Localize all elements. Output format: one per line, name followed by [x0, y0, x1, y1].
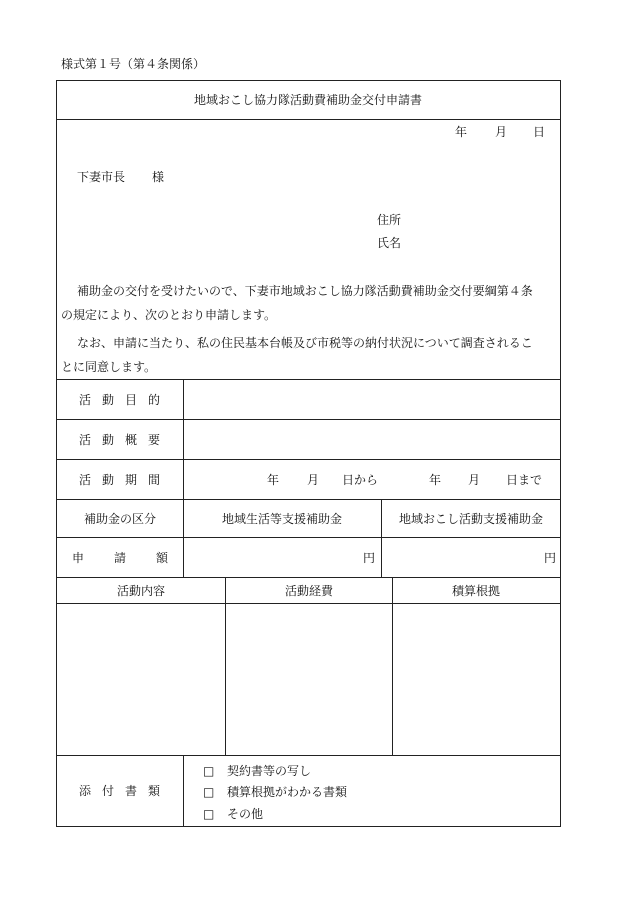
body-line-1: 補助金の交付を受けたいので、下妻市地域おこし協力隊活動費補助金交付要綱第４条	[77, 284, 533, 298]
attachment-checkbox-1: □	[203, 764, 215, 778]
label-column-divider	[183, 379, 184, 577]
address-label: 住所	[377, 213, 402, 227]
period-from-day: 日から	[342, 473, 379, 487]
body-line-3: なお、申請に当たり、私の住民基本台帳及び市税等の納付状況について調査されるこ	[77, 336, 533, 350]
column-basis-header: 積算根拠	[451, 584, 501, 598]
date-year-label: 年	[455, 125, 468, 139]
category-label: 補助金の区分	[83, 512, 157, 526]
form-title: 地域おこし協力隊活動費補助金交付申請書	[193, 93, 423, 107]
name-label: 氏名	[377, 236, 402, 250]
attachment-checkbox-2: □	[203, 785, 215, 799]
form-id: 様式第１号（第４条関係）	[61, 57, 206, 71]
column-expense-header: 活動経費	[284, 584, 334, 598]
attachment-item-3: その他	[227, 807, 264, 821]
amount-a-currency: 円	[363, 551, 376, 565]
row-divider-6	[57, 603, 560, 604]
row-divider-2	[57, 459, 560, 460]
category-option-a: 地域生活等支援補助金	[221, 512, 343, 526]
summary-label: 活動概要	[78, 433, 172, 447]
body-line-4: とに同意します。	[61, 360, 157, 374]
attachments-label: 添付書類	[78, 784, 172, 798]
application-form	[56, 80, 561, 827]
period-to-year: 年	[429, 473, 442, 487]
addressee-honorific: 様	[152, 170, 165, 184]
column-content-header: 活動内容	[116, 584, 166, 598]
addressee-name: 下妻市長	[77, 170, 126, 184]
category-option-b: 地域おこし活動支援補助金	[398, 512, 544, 526]
period-to-day: 日まで	[506, 473, 543, 487]
amount-label: 申請額	[71, 551, 199, 565]
period-from-month: 月	[307, 473, 320, 487]
title-divider	[57, 119, 560, 120]
amount-b-currency: 円	[544, 551, 557, 565]
column-divider-1	[225, 577, 226, 755]
date-day-label: 日	[533, 125, 546, 139]
row-divider-4	[57, 537, 560, 538]
date-month-label: 月	[495, 125, 508, 139]
period-label: 活動期間	[78, 473, 172, 487]
purpose-label: 活動目的	[78, 393, 172, 407]
body-line-2: の規定により、次のとおり申請します。	[61, 308, 277, 322]
period-to-month: 月	[468, 473, 481, 487]
row-divider-5	[57, 577, 560, 578]
attachment-item-2: 積算根拠がわかる書類	[227, 785, 348, 799]
column-divider-2	[392, 577, 393, 755]
attachment-checkbox-3: □	[203, 807, 215, 821]
category-divider	[381, 499, 382, 577]
period-from-year: 年	[267, 473, 280, 487]
attachment-item-1: 契約書等の写し	[227, 764, 312, 778]
row-divider-1	[57, 419, 560, 420]
attachment-divider	[183, 755, 184, 827]
row-divider-3	[57, 499, 560, 500]
row-divider-7	[57, 755, 560, 756]
body-divider	[57, 379, 560, 380]
